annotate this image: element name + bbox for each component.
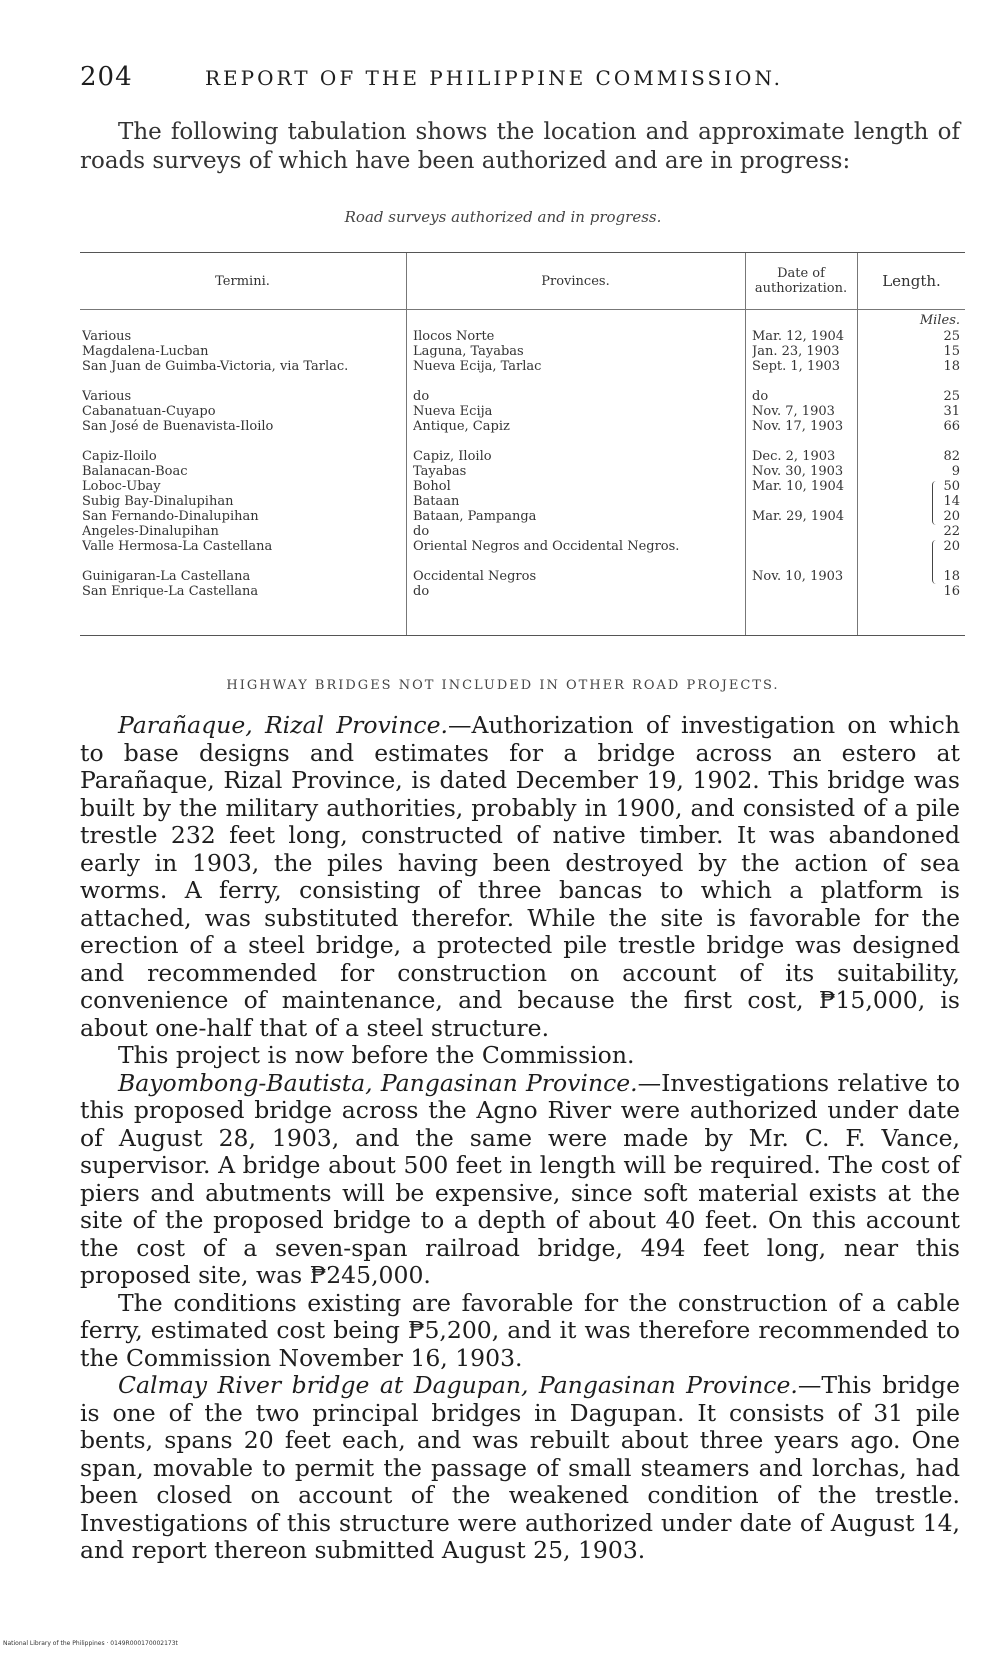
cell-termini: Valle Hermosa-La Castellana — [82, 539, 273, 554]
cell-date: Nov. 17, 1903 — [752, 419, 844, 434]
cell-provinces: Ilocos Norte — [413, 329, 495, 344]
cell-termini: Capiz-Iloilo — [82, 449, 157, 464]
cell-date: Dec. 2, 1903 — [752, 449, 836, 464]
table-row — [80, 584, 965, 599]
cell-provinces: Laguna, Tayabas — [413, 344, 524, 359]
body-paragraph — [80, 712, 960, 1042]
cell-date: do — [752, 389, 769, 404]
table-row — [80, 509, 965, 524]
table-row — [80, 419, 965, 449]
cell-termini: Cabanatuan-Cuyapo — [82, 404, 216, 419]
body-paragraph — [80, 1042, 960, 1070]
cell-date: Sept. 1, 1903 — [752, 359, 841, 374]
paragraph-lead: Parañaque, Rizal Province. — [118, 711, 448, 739]
header-provinces: Provinces. — [541, 273, 610, 289]
table-row — [80, 464, 965, 479]
page-number: 204 — [80, 62, 133, 92]
cell-termini: Subig Bay-Dinalupihan — [82, 494, 234, 509]
cell-length: 22 — [943, 524, 960, 539]
running-header — [80, 62, 940, 102]
paragraph-text: —This bridge is one of the two principal bridges in Dagupan. It consists of 31 pile bents, spans 20 feet each, and was rebuilt about three years ago. One span, movable to permit the passage of small steamers and lorchas, had been closed on account of the weakened condition of the trestle. Investigations of this structure were authorized under date of August 14, and report thereon submitted August 25, 1903. — [80, 1371, 960, 1564]
body-text — [80, 712, 960, 1565]
table-row — [80, 389, 965, 404]
cell-date: Jan. 23, 1903 — [752, 344, 840, 359]
paragraph-text: The conditions existing are favorable for the construction of a cable ferry, estimated cost being ₱5,200, and it was therefore recommended to the Commission November 16, 1903. — [80, 1288, 960, 1372]
cell-length: 20 — [943, 539, 960, 554]
cell-termini: Angeles-Dinalupihan — [82, 524, 219, 539]
section-heading: HIGHWAY BRIDGES NOT INCLUDED IN OTHER ROAD PROJECTS. — [226, 678, 780, 693]
cell-provinces: Bataan, Pampanga — [413, 509, 537, 524]
cell-provinces: do — [413, 584, 430, 599]
paragraph-text: —Investigations relative to this proposed bridge across the Agno River were authorized under date of August 28, 1903, and the same were made by Mr. C. F. Vance, supervisor. A bridge about 500 feet in length will be required. The cost of piers and abutments will be expensive, since soft material exists at the site of the proposed bridge to a depth of about 40 feet. On this account the cost of a seven-span railroad bridge, 494 feet long, near this proposed site, was ₱245,000. — [80, 1068, 960, 1289]
table-header-row — [80, 253, 965, 310]
cell-termini: San Fernando-Dinalupihan — [82, 509, 259, 524]
cell-termini: Balanacan-Boac — [82, 464, 188, 479]
table-row — [80, 404, 965, 419]
table-row — [80, 479, 965, 494]
date-bracket — [932, 540, 939, 584]
cell-provinces: do — [413, 524, 430, 539]
cell-termini: San Juan de Guimba-Victoria, via Tarlac. — [82, 359, 349, 374]
cell-termini: Various — [82, 389, 132, 404]
date-bracket — [932, 481, 939, 525]
cell-provinces: Nueva Ecija — [413, 404, 493, 419]
cell-provinces: Capiz, Iloilo — [413, 449, 492, 464]
cell-length: 18 — [943, 359, 960, 374]
table-row — [80, 329, 965, 344]
footer-note: National Library of the Philippines · 0149R000170002173t — [3, 1640, 178, 1647]
cell-provinces: do — [413, 389, 430, 404]
cell-termini: Magdalena-Lucban — [82, 344, 209, 359]
cell-provinces: Bohol — [413, 479, 451, 494]
cell-length: 25 — [943, 389, 960, 404]
cell-termini: Various — [82, 329, 132, 344]
table-row — [80, 344, 965, 359]
cell-length: 82 — [943, 449, 960, 464]
table-row — [80, 494, 965, 509]
cell-length: 31 — [943, 404, 960, 419]
cell-length: 25 — [943, 329, 960, 344]
cell-length: 66 — [943, 419, 960, 434]
table-row — [80, 449, 965, 464]
cell-provinces: Tayabas — [413, 464, 467, 479]
cell-provinces: Occidental Negros — [413, 569, 537, 584]
table-row — [80, 524, 965, 539]
header-title: REPORT OF THE PHILIPPINE COMMISSION. — [205, 66, 784, 90]
cell-date: Mar. 12, 1904 — [752, 329, 845, 344]
body-paragraph — [80, 1290, 960, 1373]
road-surveys-table — [80, 252, 965, 636]
paragraph-text: This project is now before the Commission. — [118, 1041, 635, 1069]
header-date: Date of authorization. — [754, 266, 848, 296]
cell-provinces: Bataan — [413, 494, 460, 509]
table-row — [80, 569, 965, 584]
cell-length: 20 — [943, 509, 960, 524]
cell-termini: Loboc-Ubay — [82, 479, 161, 494]
table-row — [80, 359, 965, 389]
cell-termini: San José de Buenavista-Iloilo — [82, 419, 274, 434]
cell-date: Mar. 10, 1904 — [752, 479, 845, 494]
cell-length: 15 — [943, 344, 960, 359]
cell-provinces: Antique, Capiz — [413, 419, 510, 434]
cell-date: Nov. 7, 1903 — [752, 404, 835, 419]
table-row — [80, 539, 965, 569]
table-caption: Road surveys authorized and in progress. — [344, 208, 662, 226]
cell-length: 9 — [951, 464, 960, 479]
intro-paragraph: The following tabulation shows the location and approximate length of roads surveys of which have been authorized and are in progress: — [80, 119, 960, 174]
header-termini: Termini. — [215, 273, 270, 289]
cell-length: 16 — [943, 584, 960, 599]
cell-termini: San Enrique-La Castellana — [82, 584, 259, 599]
body-paragraph — [80, 1372, 960, 1565]
body-paragraph — [80, 1070, 960, 1290]
paragraph-lead: Calmay River bridge at Dagupan, Pangasinan Province. — [118, 1371, 798, 1399]
paragraph-text: —Authorization of investigation on which to base designs and estimates for a bridge across an estero at Parañaque, Rizal Province, is dated December 19, 1902. This bridge was built by the military authorities, probably in 1900, and consisted of a pile trestle 232 feet long, constructed of native timber. It was abandoned early in 1903, the piles having been destroyed by the action of sea worms. A ferry, consisting of three bancas to which a platform is attached, was substituted therefor. While the site is favorable for the erection of a steel bridge, a protected pile trestle bridge was designed and recommended for construction on account of its suitability, convenience of maintenance, and because the first cost, ₱15,000, is about one-half that of a steel structure. — [80, 711, 960, 1042]
cell-length: 50 — [943, 479, 960, 494]
table-body — [80, 329, 965, 599]
cell-length: 18 — [943, 569, 960, 584]
cell-length: 14 — [943, 494, 960, 509]
length-units: Miles. — [919, 313, 960, 328]
cell-termini: Guinigaran-La Castellana — [82, 569, 251, 584]
cell-provinces: Nueva Ecija, Tarlac — [413, 359, 542, 374]
cell-date: Nov. 30, 1903 — [752, 464, 844, 479]
cell-provinces: Oriental Negros and Occidental Negros. — [413, 539, 680, 554]
paragraph-lead: Bayombong-Bautista, Pangasinan Province. — [118, 1068, 638, 1097]
header-length: Length. — [882, 271, 941, 290]
cell-date: Nov. 10, 1903 — [752, 569, 844, 584]
cell-date: Mar. 29, 1904 — [752, 509, 845, 524]
